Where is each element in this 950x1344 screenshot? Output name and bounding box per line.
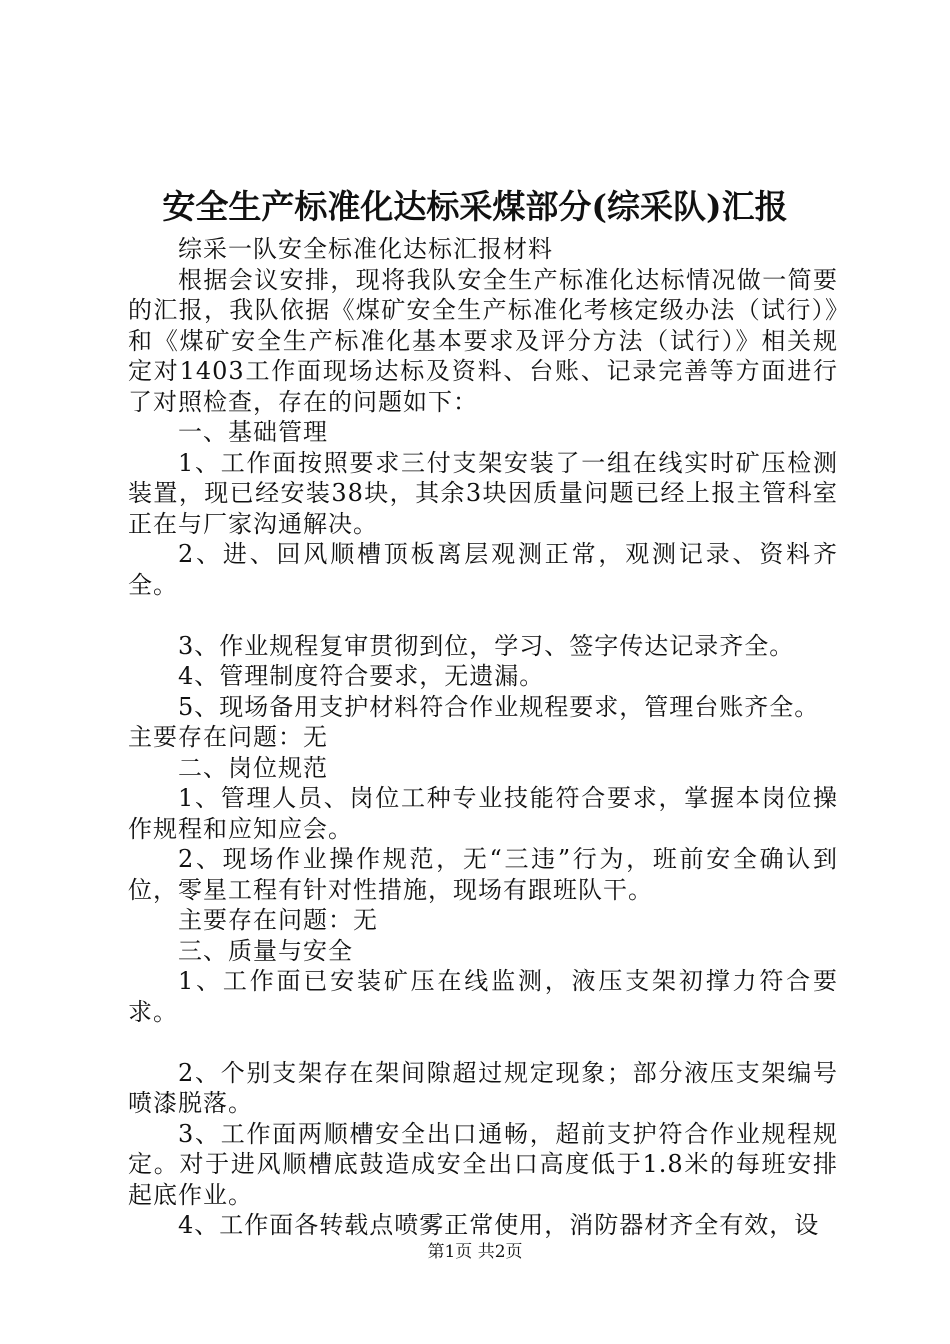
- section-heading-post-standards: 二、岗位规范: [178, 753, 328, 782]
- paragraph-item: 1、管理人员、岗位工种专业技能符合要求，掌握本岗位操作规程和应知应会。: [128, 784, 838, 843]
- paragraph-item: 2、现场作业操作规范，无“三违”行为，班前安全确认到位，零星工程有针对性措施，现场有跟班队干。: [128, 845, 838, 904]
- paragraph-item: 4、工作面各转载点喷雾正常使用，消防器材齐全有效，设: [178, 1211, 820, 1239]
- paragraph-item: 3、作业规程复审贯彻到位，学习、签字传达记录齐全。: [178, 631, 795, 660]
- paragraph-main-issues: 主要存在问题：无: [128, 723, 328, 751]
- section-heading-basic-management: 一、基础管理: [178, 418, 328, 446]
- document-body: [128, 234, 838, 1241]
- paragraph-item: 5、现场备用支护材料符合作业规程要求，管理台账齐全。: [178, 692, 820, 721]
- section-heading-quality-safety: 三、质量与安全: [178, 936, 353, 965]
- paragraph-item: 4、管理制度符合要求，无遗漏。: [178, 662, 545, 690]
- paragraph-item: 1、工作面按照要求三付支架安装了一组在线实时矿压检测装置，现已经安装38块，其余3块因质量问题已经上报主管科室正在与厂家沟通解决。: [128, 448, 838, 538]
- page-footer: 第1页 共2页: [427, 1242, 523, 1262]
- paragraph-item: 1、工作面已安装矿压在线监测，液压支架初撑力符合要求。: [128, 967, 838, 1026]
- document-title: 安全生产标准化达标采煤部分(综采队)汇报: [162, 187, 788, 226]
- paragraph-item: 3、工作面两顺槽安全出口通畅，超前支护符合作业规程规定。对于进风顺槽底鼓造成安全出口高度低于1.8米的每班安排起底作业。: [128, 1119, 838, 1209]
- paragraph-subtitle: 综采一队安全标准化达标汇报材料: [178, 235, 553, 263]
- paragraph-intro: 根据会议安排，现将我队安全生产标准化达标情况做一简要的汇报，我队依据《煤矿安全生产标准化考核定级办法（试行）》和《煤矿安全生产标准化基本要求及评分方法（试行）》相关规定对1403工作面现场达标及资料、台账、记录完善等方面进行了对照检查，存在的问题如下：: [128, 265, 838, 416]
- paragraph-item: 2、个别支架存在架间隙超过规定现象；部分液压支架编号喷漆脱落。: [128, 1058, 838, 1117]
- paragraph-item: 2、进、回风顺槽顶板离层观测正常，观测记录、资料齐全。: [128, 540, 838, 599]
- paragraph-main-issues: 主要存在问题：无: [178, 906, 378, 934]
